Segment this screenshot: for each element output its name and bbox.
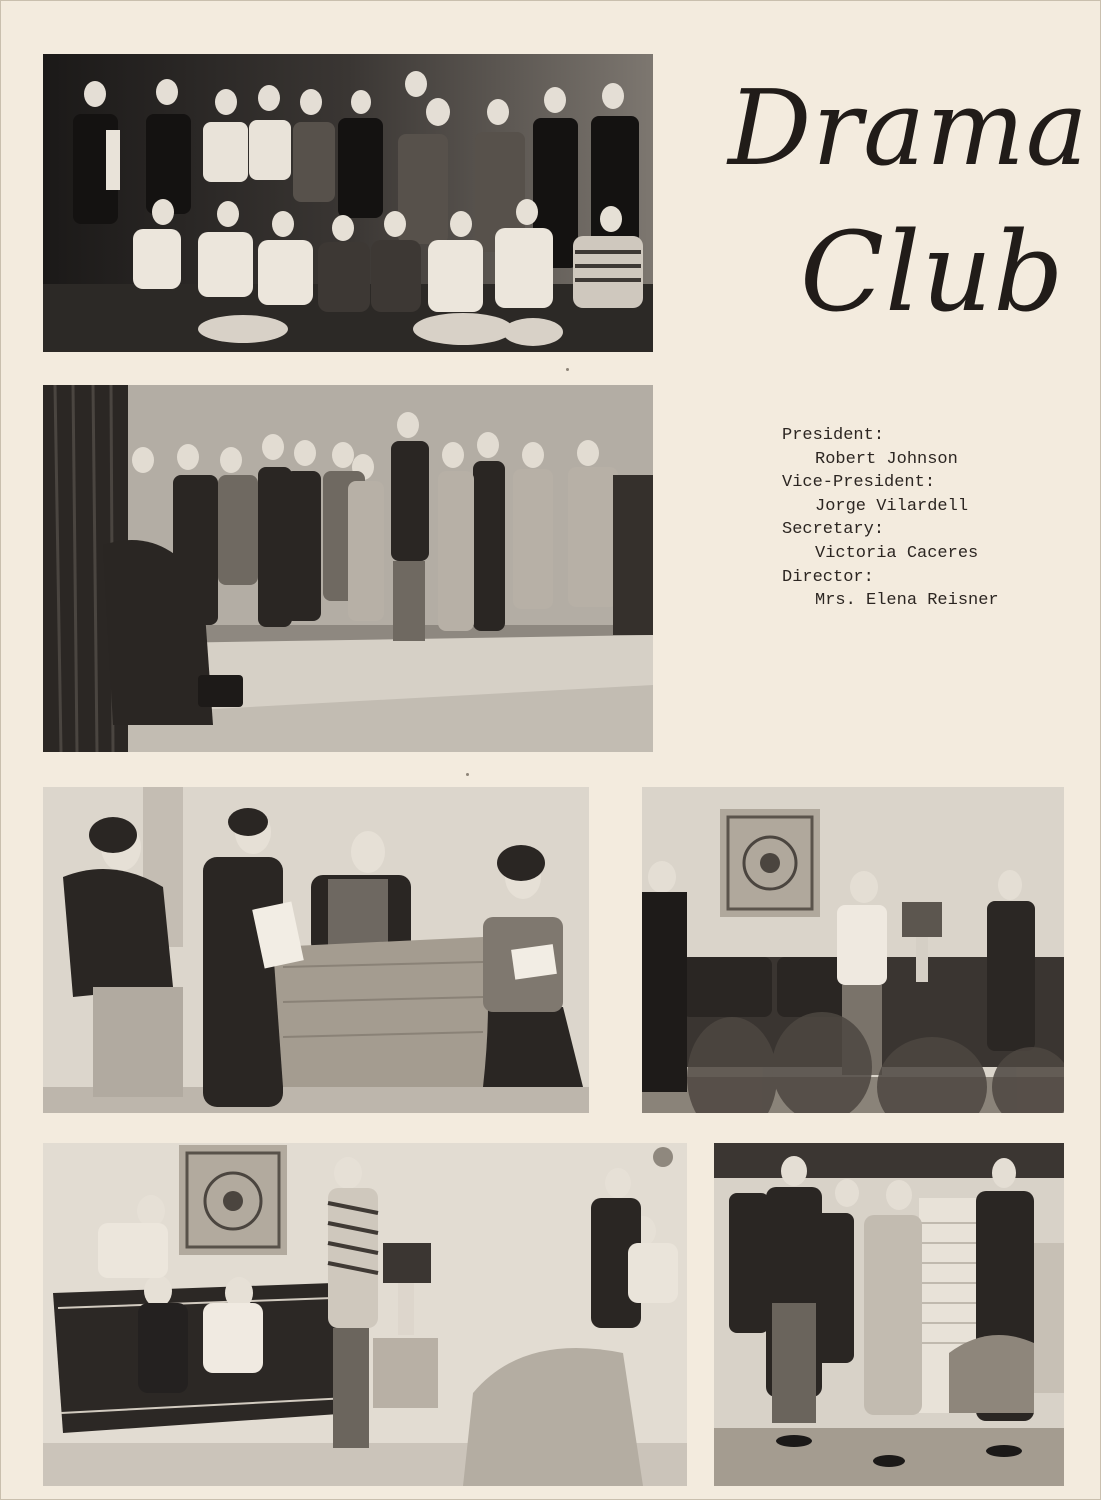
officer-name-vice-president: Jorge Vilardell bbox=[815, 496, 969, 516]
photo-sofa-scene bbox=[43, 1143, 687, 1486]
photo-fireplace-scene-image bbox=[714, 1143, 1064, 1486]
page-title-line-2: Club bbox=[800, 208, 1065, 336]
officer-role-vice-president: Vice-President: bbox=[782, 473, 936, 493]
photo-fireplace-scene bbox=[714, 1143, 1064, 1486]
officer-name-director: Mrs. Elena Reisner bbox=[815, 591, 999, 611]
page-title-line-1: Drama bbox=[728, 67, 1089, 189]
photo-rehearsal-scene-image bbox=[43, 787, 589, 1113]
paper-speck bbox=[466, 773, 469, 776]
photo-cast-line bbox=[43, 385, 653, 752]
photo-rehearsal-scene bbox=[43, 787, 589, 1113]
officer-role-president: President: bbox=[782, 426, 885, 445]
officer-role-director: Director: bbox=[782, 567, 874, 587]
photo-group-portrait bbox=[43, 54, 653, 352]
paper-speck bbox=[566, 368, 569, 371]
officer-name-president: Robert Johnson bbox=[815, 449, 958, 469]
photo-living-room-set-image bbox=[642, 787, 1064, 1113]
photo-cast-line-image bbox=[43, 385, 653, 752]
photo-group-portrait-image bbox=[43, 54, 653, 352]
officers-list bbox=[782, 424, 1082, 613]
photo-living-room-set bbox=[642, 787, 1064, 1113]
officer-name-secretary: Victoria Caceres bbox=[815, 543, 979, 563]
officer-role-secretary: Secretary: bbox=[782, 520, 885, 540]
photo-sofa-scene-image bbox=[43, 1143, 687, 1486]
